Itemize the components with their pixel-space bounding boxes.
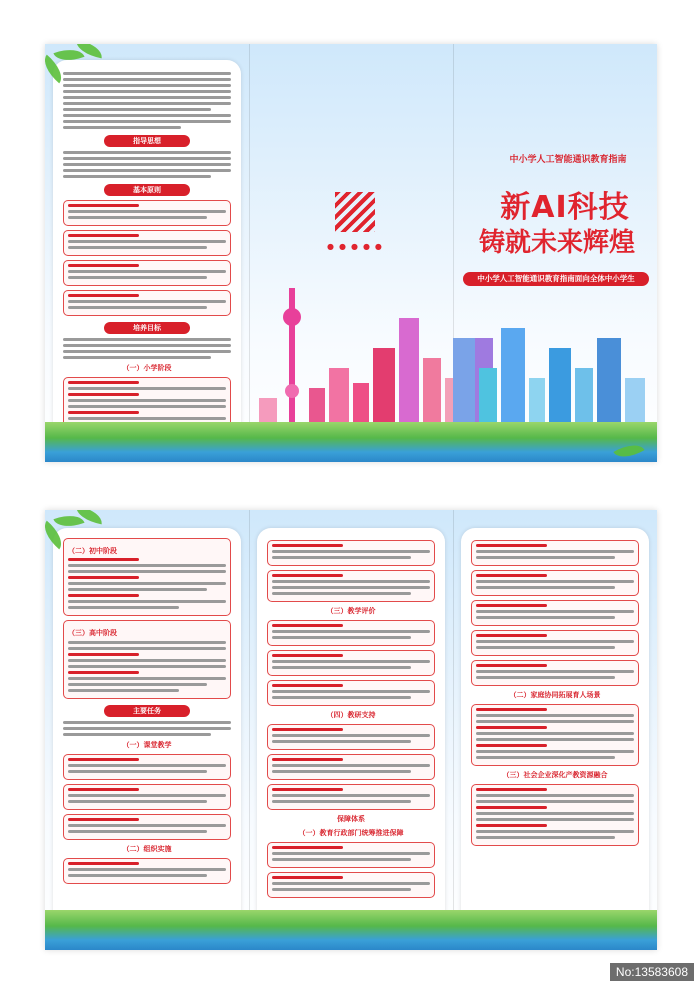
item-title: （一）课堂教学 <box>122 741 172 749</box>
section-title: 培养目标 <box>104 322 190 334</box>
task-box <box>471 600 639 626</box>
section-paragraph <box>63 338 231 359</box>
stage-box <box>63 620 231 699</box>
item-title: （二）组织实施 <box>122 845 172 853</box>
task-box <box>471 784 639 846</box>
principle-box <box>63 290 231 316</box>
section-title: 主要任务 <box>104 705 190 717</box>
task-box <box>267 872 435 898</box>
item-title: （三）社会企业深化产教资源融合 <box>502 771 608 779</box>
stage-box <box>63 538 231 616</box>
task-box <box>267 680 435 706</box>
item-title: （四）教研支持 <box>326 711 376 719</box>
item-title: （一）教育行政部门统筹推进保障 <box>298 829 404 837</box>
task-box <box>267 842 435 868</box>
section-title: 基本原则 <box>104 184 190 196</box>
principle-box <box>63 230 231 256</box>
fold-line <box>453 510 454 950</box>
inside-left-panel <box>53 528 241 928</box>
task-box <box>471 570 639 596</box>
task-box <box>267 754 435 780</box>
task-box <box>63 858 231 884</box>
inside-middle-panel <box>257 528 445 928</box>
task-box <box>267 620 435 646</box>
intro-paragraph <box>63 72 231 129</box>
section-title: 指导思想 <box>104 135 190 147</box>
task-box <box>471 660 639 686</box>
cover-banner: 中小学人工智能通识教育指南面向全体中小学生 <box>463 272 649 286</box>
task-box <box>63 814 231 840</box>
task-box <box>471 540 639 566</box>
task-box <box>471 630 639 656</box>
brochure-front-sheet <box>45 44 657 462</box>
dot-row: ●●●●● <box>327 242 387 251</box>
section-paragraph <box>63 721 231 736</box>
item-title: （三）教学评价 <box>326 607 376 615</box>
front-left-panel <box>53 60 241 448</box>
stage-title: （二）初中阶段 <box>68 547 117 555</box>
task-box <box>267 784 435 810</box>
stripe-logo <box>335 192 375 232</box>
cover-title-line2: 铸就未来辉煌 <box>478 228 635 258</box>
brochure-inside-sheet <box>45 510 657 950</box>
task-box <box>63 784 231 810</box>
task-box <box>471 704 639 766</box>
skyline-right <box>453 318 657 438</box>
image-id-watermark: No:13583608 <box>610 963 694 981</box>
principle-box <box>63 200 231 226</box>
subsection-title: （一）小学阶段 <box>122 364 172 372</box>
task-box <box>267 570 435 602</box>
task-box <box>267 724 435 750</box>
stage-title: （三）高中阶段 <box>68 629 117 637</box>
item-title: （二）家庭协同拓展育人场景 <box>509 691 601 699</box>
section-paragraph <box>63 151 231 178</box>
inside-right-panel <box>461 528 649 928</box>
cover-title-line1: 新AI科技 <box>500 190 630 225</box>
task-box <box>267 540 435 566</box>
item-title: 保障体系 <box>337 815 365 823</box>
principle-box <box>63 260 231 286</box>
guide-label: 中小学人工智能通识教育指南 <box>509 155 627 165</box>
task-box <box>267 650 435 676</box>
fold-line <box>249 510 250 950</box>
task-box <box>63 754 231 780</box>
